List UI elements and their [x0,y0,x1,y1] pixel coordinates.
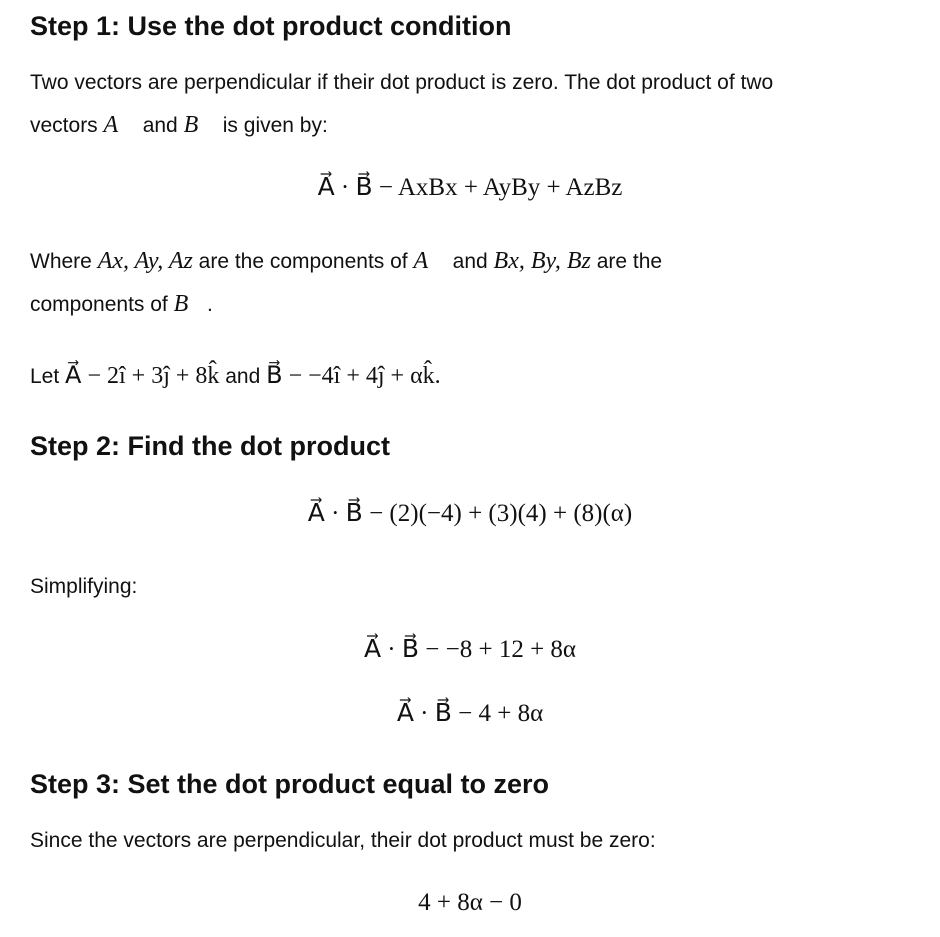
step-1-intro-line2-and: and [142,114,178,137]
where-line2: components of [30,293,168,316]
simplified-step-2: A⃗ · B⃗ − 4 + 8α [396,700,544,727]
step-1-let [30,355,910,398]
step-1-heading: Step 1: Use the dot product condition [30,11,512,41]
step-3-heading: Step 3: Set the dot product equal to zero [30,769,550,799]
components-of-A: Ax, Ay, Az [97,248,193,274]
vector-B-symbol: B⃗ [173,291,207,317]
where-post: are the [596,250,663,273]
simplifying-label: Simplifying: [30,575,138,598]
solution-document [30,0,920,937]
where-pre: Where [30,250,92,273]
zero-equation: 4 + 8α − 0 [418,889,522,916]
where-and: and [452,250,488,273]
step-1-intro-line1: Two vectors are perpendicular if their dot product is zero. The dot product of two [30,71,774,94]
vector-A-definition: A⃗ − 2î + 3ĵ + 8k̂ [65,363,220,389]
where-mid: are the components of [198,250,408,273]
vector-A-symbol: A⃗ [413,248,447,274]
let-pre: Let [30,365,60,388]
step-1-intro-line2-pre: vectors [30,114,98,137]
step-1-intro [30,62,910,147]
let-and: and [225,365,261,388]
components-of-B: Bx, By, Bz [493,248,591,274]
step-3-text: Since the vectors are perpendicular, their dot product must be zero: [30,829,656,852]
vector-B-definition: B⃗ − −4î + 4ĵ + αk̂. [266,363,441,389]
dot-product-formula: A⃗ · B⃗ − AxBx + AyBy + AzBz [317,174,623,201]
step-1-intro-line2-post: is given by: [222,114,328,137]
step-1-where: Where Ax, Ay, Az are the components of A⃗ and Bx, By, Bz are the components of B⃗. [30,248,663,317]
dot-product-substitution: A⃗ · B⃗ − (2)(−4) + (3)(4) + (8)(α) [307,500,633,527]
vector-B-symbol: B⃗ [183,112,217,138]
simplified-step-1: A⃗ · B⃗ − −8 + 12 + 8α [363,636,577,663]
vector-A-symbol: A⃗ [103,112,137,138]
step-2-heading: Step 2: Find the dot product [30,431,390,461]
